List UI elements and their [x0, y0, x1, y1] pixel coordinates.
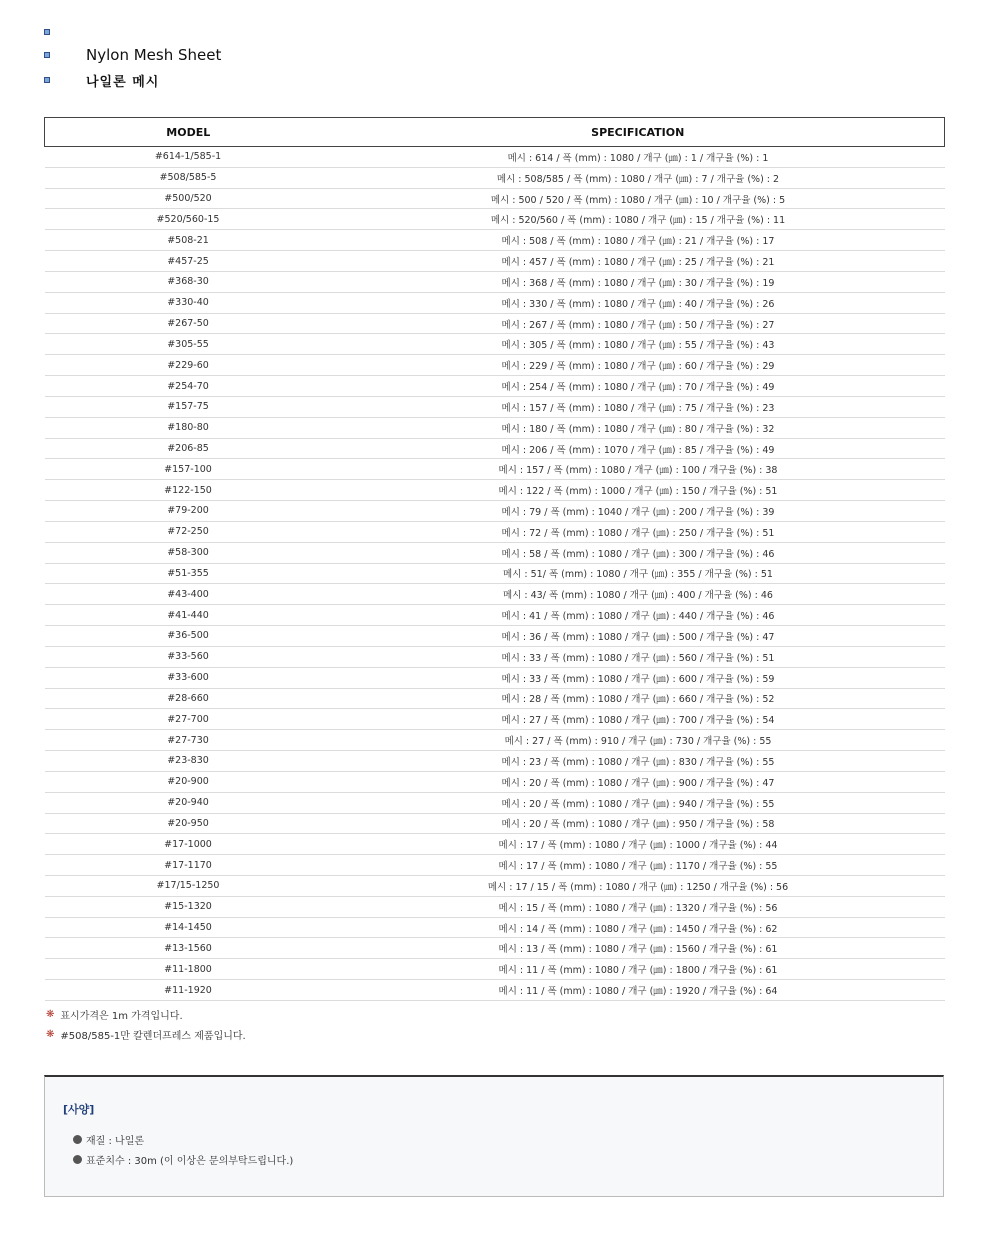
cell-specification: 메시 : 17 / 15 / 폭 (mm) : 1080 / 개구 (㎛) : 1250 / 개구율 (%) : 56 [332, 875, 945, 896]
cell-model: #254-70 [45, 376, 332, 397]
cell-specification: 메시 : 27 / 폭 (mm) : 1080 / 개구 (㎛) : 700 / 개구율 (%) : 54 [332, 709, 945, 730]
cell-model: #51-355 [45, 563, 332, 584]
note-text: 표시가격은 1m 가격입니다. [60, 1011, 183, 1022]
cell-specification: 메시 : 43/ 폭 (mm) : 1080 / 개구 (㎛) : 400 / 개구율 (%) : 46 [332, 584, 945, 605]
cell-specification: 메시 : 330 / 폭 (mm) : 1080 / 개구 (㎛) : 40 / 개구율 (%) : 26 [332, 292, 945, 313]
table-row [45, 938, 945, 959]
cell-specification: 메시 : 20 / 폭 (mm) : 1080 / 개구 (㎛) : 900 / 개구율 (%) : 47 [332, 771, 945, 792]
table-row [45, 855, 945, 876]
table-row [45, 396, 945, 417]
cell-specification: 메시 : 157 / 폭 (mm) : 1080 / 개구 (㎛) : 100 / 개구율 (%) : 38 [332, 459, 945, 480]
cell-specification: 메시 : 28 / 폭 (mm) : 1080 / 개구 (㎛) : 660 / 개구율 (%) : 52 [332, 688, 945, 709]
cell-model: #79-200 [45, 501, 332, 522]
cell-model: #17-1170 [45, 855, 332, 876]
table-row [45, 667, 945, 688]
cell-model: #457-25 [45, 251, 332, 272]
asterisk-icon: ❋ [46, 1009, 55, 1020]
cell-specification: 메시 : 267 / 폭 (mm) : 1080 / 개구 (㎛) : 50 / 개구율 (%) : 27 [332, 313, 945, 334]
cell-specification: 메시 : 508 / 폭 (mm) : 1080 / 개구 (㎛) : 21 / 개구율 (%) : 17 [332, 230, 945, 251]
table-row [45, 626, 945, 647]
cell-model: #41-440 [45, 605, 332, 626]
cell-model: #229-60 [45, 355, 332, 376]
table-row [45, 167, 945, 188]
cell-specification: 메시 : 14 / 폭 (mm) : 1080 / 개구 (㎛) : 1450 / 개구율 (%) : 62 [332, 917, 945, 938]
cell-model: #23-830 [45, 751, 332, 772]
cell-model: #20-950 [45, 813, 332, 834]
cell-specification: 메시 : 157 / 폭 (mm) : 1080 / 개구 (㎛) : 75 / 개구율 (%) : 23 [332, 396, 945, 417]
cell-model: #43-400 [45, 584, 332, 605]
cell-specification: 메시 : 58 / 폭 (mm) : 1080 / 개구 (㎛) : 300 / 개구율 (%) : 46 [332, 542, 945, 563]
cell-specification: 메시 : 33 / 폭 (mm) : 1080 / 개구 (㎛) : 560 / 개구율 (%) : 51 [332, 646, 945, 667]
note-price [46, 1007, 183, 1022]
cell-specification: 메시 : 13 / 폭 (mm) : 1080 / 개구 (㎛) : 1560 / 개구율 (%) : 61 [332, 938, 945, 959]
cell-specification: 메시 : 254 / 폭 (mm) : 1080 / 개구 (㎛) : 70 / 개구율 (%) : 49 [332, 376, 945, 397]
asterisk-icon: ❋ [46, 1029, 55, 1040]
title-line-3 [44, 70, 160, 90]
table-row [45, 459, 945, 480]
cell-model: #15-1320 [45, 896, 332, 917]
table-row [45, 917, 945, 938]
cell-model: #122-150 [45, 480, 332, 501]
table-row [45, 292, 945, 313]
cell-specification: 메시 : 180 / 폭 (mm) : 1080 / 개구 (㎛) : 80 / 개구율 (%) : 32 [332, 417, 945, 438]
table-row [45, 751, 945, 772]
table-row [45, 792, 945, 813]
spec-item-text: 표준치수 : 30m (이 이상은 문의부탁드립니다.) [86, 1156, 294, 1167]
cell-specification: 메시 : 17 / 폭 (mm) : 1080 / 개구 (㎛) : 1000 / 개구율 (%) : 44 [332, 834, 945, 855]
table-row [45, 834, 945, 855]
table-row [45, 334, 945, 355]
header-specification: SPECIFICATION [332, 118, 945, 147]
table-row [45, 646, 945, 667]
cell-model: #58-300 [45, 542, 332, 563]
cell-model: #27-700 [45, 709, 332, 730]
cell-model: #500/520 [45, 188, 332, 209]
table-row [45, 563, 945, 584]
cell-model: #27-730 [45, 730, 332, 751]
cell-model: #17-1000 [45, 834, 332, 855]
cell-specification: 메시 : 20 / 폭 (mm) : 1080 / 개구 (㎛) : 940 / 개구율 (%) : 55 [332, 792, 945, 813]
cell-model: #368-30 [45, 271, 332, 292]
cell-model: #206-85 [45, 438, 332, 459]
bullet-icon [73, 1155, 82, 1164]
cell-model: #11-1800 [45, 959, 332, 980]
cell-specification: 메시 : 11 / 폭 (mm) : 1080 / 개구 (㎛) : 1920 / 개구율 (%) : 64 [332, 980, 945, 1001]
cell-specification: 메시 : 305 / 폭 (mm) : 1080 / 개구 (㎛) : 55 / 개구율 (%) : 43 [332, 334, 945, 355]
cell-specification: 메시 : 17 / 폭 (mm) : 1080 / 개구 (㎛) : 1170 / 개구율 (%) : 55 [332, 855, 945, 876]
bullet-icon [73, 1135, 82, 1144]
table-row [45, 813, 945, 834]
cell-model: #330-40 [45, 292, 332, 313]
cell-model: #157-100 [45, 459, 332, 480]
cell-model: #267-50 [45, 313, 332, 334]
cell-model: #36-500 [45, 626, 332, 647]
cell-model: #17/15-1250 [45, 875, 332, 896]
table-row [45, 209, 945, 230]
cell-model: #180-80 [45, 417, 332, 438]
cell-model: #305-55 [45, 334, 332, 355]
table-row [45, 251, 945, 272]
header-model: MODEL [45, 118, 332, 147]
square-bullet-icon [44, 77, 50, 83]
cell-specification: 메시 : 229 / 폭 (mm) : 1080 / 개구 (㎛) : 60 / 개구율 (%) : 29 [332, 355, 945, 376]
table-row [45, 480, 945, 501]
table-row [45, 271, 945, 292]
table-row [45, 521, 945, 542]
cell-specification: 메시 : 33 / 폭 (mm) : 1080 / 개구 (㎛) : 600 / 개구율 (%) : 59 [332, 667, 945, 688]
table-header-row [45, 118, 945, 147]
square-bullet-icon [44, 29, 50, 35]
table-row [45, 417, 945, 438]
cell-specification: 메시 : 520/560 / 폭 (mm) : 1080 / 개구 (㎛) : 15 / 개구율 (%) : 11 [332, 209, 945, 230]
cell-model: #614-1/585-1 [45, 147, 332, 168]
cell-specification: 메시 : 122 / 폭 (mm) : 1000 / 개구 (㎛) : 150 / 개구율 (%) : 51 [332, 480, 945, 501]
spec-box-title: [사양] [63, 1103, 95, 1116]
spec-table-body [45, 147, 945, 1001]
table-row [45, 709, 945, 730]
table-row [45, 730, 945, 751]
cell-model: #508/585-5 [45, 167, 332, 188]
cell-specification: 메시 : 79 / 폭 (mm) : 1040 / 개구 (㎛) : 200 / 개구율 (%) : 39 [332, 501, 945, 522]
cell-specification: 메시 : 500 / 520 / 폭 (mm) : 1080 / 개구 (㎛) : 10 / 개구율 (%) : 5 [332, 188, 945, 209]
table-row [45, 376, 945, 397]
note-calender [46, 1027, 246, 1042]
cell-specification: 메시 : 72 / 폭 (mm) : 1080 / 개구 (㎛) : 250 / 개구율 (%) : 51 [332, 521, 945, 542]
cell-model: #508-21 [45, 230, 332, 251]
cell-specification: 메시 : 457 / 폭 (mm) : 1080 / 개구 (㎛) : 25 / 개구율 (%) : 21 [332, 251, 945, 272]
spec-item-material [73, 1132, 144, 1147]
cell-specification: 메시 : 614 / 폭 (mm) : 1080 / 개구 (㎛) : 1 / 개구율 (%) : 1 [332, 147, 945, 168]
title-line-2 [44, 45, 222, 65]
cell-specification: 메시 : 508/585 / 폭 (mm) : 1080 / 개구 (㎛) : 7 / 개구율 (%) : 2 [332, 167, 945, 188]
cell-specification: 메시 : 15 / 폭 (mm) : 1080 / 개구 (㎛) : 1320 / 개구율 (%) : 56 [332, 896, 945, 917]
table-row [45, 771, 945, 792]
table-row [45, 896, 945, 917]
table-row [45, 230, 945, 251]
cell-specification: 메시 : 36 / 폭 (mm) : 1080 / 개구 (㎛) : 500 / 개구율 (%) : 47 [332, 626, 945, 647]
table-row [45, 542, 945, 563]
cell-specification: 메시 : 206 / 폭 (mm) : 1070 / 개구 (㎛) : 85 / 개구율 (%) : 49 [332, 438, 945, 459]
table-row [45, 584, 945, 605]
cell-model: #13-1560 [45, 938, 332, 959]
note-text: #508/585-1만 칼렌더프레스 제품입니다. [60, 1031, 246, 1042]
cell-specification: 메시 : 27 / 폭 (mm) : 910 / 개구 (㎛) : 730 / 개구율 (%) : 55 [332, 730, 945, 751]
page-title-korean: 나일론 메시 [86, 74, 160, 90]
table-row [45, 980, 945, 1001]
cell-specification: 메시 : 20 / 폭 (mm) : 1080 / 개구 (㎛) : 950 / 개구율 (%) : 58 [332, 813, 945, 834]
square-bullet-icon [44, 52, 50, 58]
cell-model: #33-600 [45, 667, 332, 688]
cell-model: #14-1450 [45, 917, 332, 938]
cell-model: #20-940 [45, 792, 332, 813]
table-row [45, 147, 945, 168]
cell-specification: 메시 : 23 / 폭 (mm) : 1080 / 개구 (㎛) : 830 / 개구율 (%) : 55 [332, 751, 945, 772]
table-row [45, 355, 945, 376]
cell-model: #33-560 [45, 646, 332, 667]
cell-model: #20-900 [45, 771, 332, 792]
spec-item-size [73, 1152, 293, 1167]
table-row [45, 501, 945, 522]
spec-table [44, 117, 945, 1001]
table-row [45, 875, 945, 896]
cell-model: #72-250 [45, 521, 332, 542]
cell-model: #157-75 [45, 396, 332, 417]
cell-specification: 메시 : 41 / 폭 (mm) : 1080 / 개구 (㎛) : 440 / 개구율 (%) : 46 [332, 605, 945, 626]
table-row [45, 688, 945, 709]
table-row [45, 313, 945, 334]
table-row [45, 188, 945, 209]
table-row [45, 605, 945, 626]
cell-model: #28-660 [45, 688, 332, 709]
cell-specification: 메시 : 11 / 폭 (mm) : 1080 / 개구 (㎛) : 1800 / 개구율 (%) : 61 [332, 959, 945, 980]
title-line-1 [44, 22, 50, 42]
page-title-english: Nylon Mesh Sheet [86, 46, 222, 64]
cell-model: #11-1920 [45, 980, 332, 1001]
cell-specification: 메시 : 51/ 폭 (mm) : 1080 / 개구 (㎛) : 355 / 개구율 (%) : 51 [332, 563, 945, 584]
table-row [45, 438, 945, 459]
cell-specification: 메시 : 368 / 폭 (mm) : 1080 / 개구 (㎛) : 30 / 개구율 (%) : 19 [332, 271, 945, 292]
spec-box [44, 1075, 944, 1197]
table-row [45, 959, 945, 980]
spec-item-text: 재질 : 나일론 [86, 1136, 145, 1147]
cell-model: #520/560-15 [45, 209, 332, 230]
